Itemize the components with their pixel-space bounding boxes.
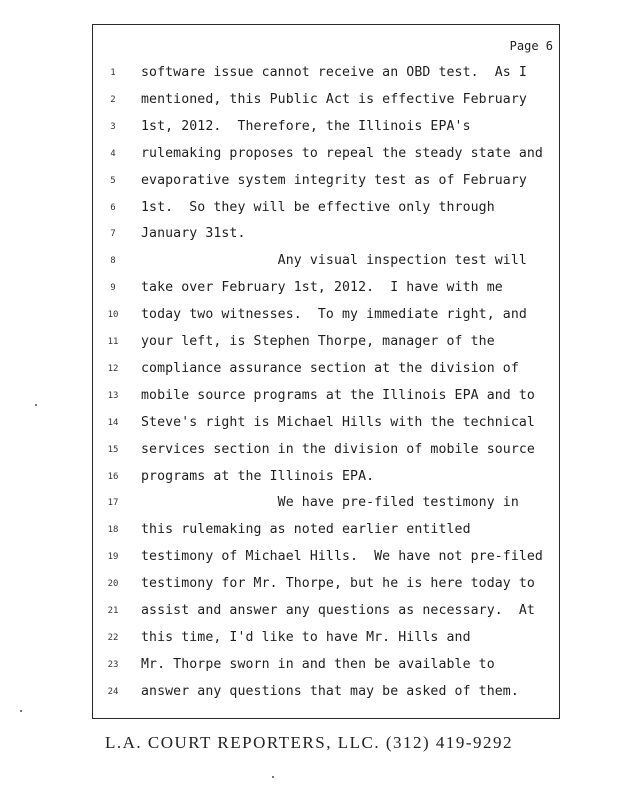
line-number: 14	[107, 417, 119, 428]
line-number: 1	[110, 68, 116, 78]
transcript-line-text: assist and answer any questions as necessary. At	[141, 603, 535, 618]
line-number: 18	[107, 525, 119, 536]
line-number: 5	[110, 175, 116, 186]
line-number: 20	[107, 579, 119, 590]
line-number: 23	[107, 659, 119, 670]
line-number: 10	[107, 310, 119, 321]
transcript-line-text: answer any questions that may be asked of them.	[141, 683, 519, 699]
scan-speck	[272, 776, 274, 778]
transcript-line-text: 1st. So they will be effective only through	[141, 199, 495, 215]
transcript-line-text: January 31st.	[141, 226, 246, 242]
line-number: 13	[107, 390, 119, 401]
line-number: 3	[110, 121, 116, 132]
transcript-line-text: We have pre-filed testimony in	[141, 495, 519, 511]
line-number: 17	[107, 498, 119, 509]
line-number: 16	[107, 471, 119, 482]
line-number: 21	[107, 606, 119, 616]
transcript-line-text: mobile source programs at the Illinois EPA and to	[141, 387, 535, 403]
transcript-line-text: Mr. Thorpe sworn in and then be available to	[141, 656, 495, 672]
line-number: 24	[107, 686, 119, 697]
page-number-label: Page 6	[509, 39, 553, 53]
line-number: 22	[107, 632, 119, 643]
transcript-line-text: this rulemaking as noted earlier entitled	[141, 522, 471, 538]
line-number: 15	[107, 444, 119, 455]
transcript-line-text: compliance assurance section at the division of	[141, 360, 519, 376]
transcript-line-text: testimony of Michael Hills. We have not pre-filed	[141, 549, 543, 565]
transcript-line-text: Steve's right is Michael Hills with the technical	[141, 414, 535, 430]
transcript-line-text: 1st, 2012. Therefore, the Illinois EPA's	[141, 118, 471, 134]
transcript-line-text: rulemaking proposes to repeal the steady state and	[141, 145, 543, 161]
line-number: 19	[107, 552, 119, 563]
transcript-line-text: evaporative system integrity test as of February	[141, 172, 527, 188]
transcript-line-text: services section in the division of mobile source	[141, 441, 535, 457]
line-number: 4	[110, 148, 116, 159]
transcript-line-text: your left, is Stephen Thorpe, manager of the	[141, 334, 495, 349]
line-number: 2	[110, 94, 116, 105]
line-number: 6	[110, 202, 116, 213]
transcript-line-text: software issue cannot receive an OBD test. As I	[141, 65, 527, 80]
transcript-line-text: today two witnesses. To my immediate right, and	[141, 307, 527, 323]
scan-speck	[35, 404, 37, 406]
transcript-line-text: programs at the Illinois EPA.	[141, 468, 375, 484]
line-number: 9	[110, 283, 116, 294]
scan-speck	[20, 710, 22, 712]
line-number: 7	[110, 229, 116, 240]
transcript-line-text: take over February 1st, 2012. I have with me	[141, 280, 503, 296]
transcript-line-text: this time, I'd like to have Mr. Hills and	[141, 629, 471, 645]
line-number: 8	[110, 256, 116, 267]
transcript-line-text: Any visual inspection test will	[141, 253, 527, 269]
line-number: 12	[107, 363, 119, 374]
court-reporter-footer: L.A. COURT REPORTERS, LLC. (312) 419-9292	[104, 733, 514, 752]
line-number: 11	[107, 337, 119, 347]
transcript-page-frame	[92, 24, 560, 719]
transcript-line-text: mentioned, this Public Act is effective February	[141, 91, 527, 107]
transcript-line-text: testimony for Mr. Thorpe, but he is here today to	[141, 576, 535, 592]
